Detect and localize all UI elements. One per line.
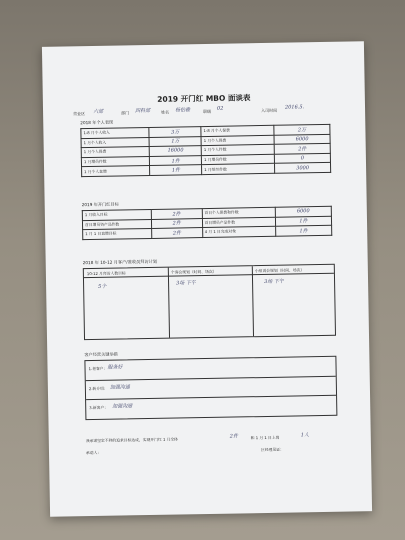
date-label: 入司时间 bbox=[261, 107, 278, 114]
row-label: 首日增员产品件数 bbox=[202, 217, 276, 228]
row-label: 1 月 1 日直增目标 bbox=[83, 229, 152, 240]
row-value: 3万 bbox=[149, 127, 201, 137]
visit-plan-box bbox=[83, 264, 336, 340]
row-value: 2件 bbox=[151, 218, 202, 228]
rank-value: 02 bbox=[216, 105, 224, 112]
row-value: 1件 bbox=[150, 155, 202, 165]
row-value: 2件 bbox=[151, 228, 202, 238]
row-value: 16000 bbox=[150, 146, 202, 156]
column-divider bbox=[252, 266, 254, 336]
row-value: 6000 bbox=[274, 134, 330, 145]
row-value: 6000 bbox=[275, 206, 331, 217]
referral-label: 2.转介绍： bbox=[88, 385, 108, 392]
visit-target-header: 10-12 月拜访人数目标 bbox=[86, 269, 126, 276]
row-value: 0 bbox=[274, 153, 330, 164]
row-label: 1 月组织件数 bbox=[202, 164, 275, 175]
new-customer-value: 加强沟通 bbox=[112, 403, 133, 410]
row-label: 1 月个人保费 bbox=[81, 147, 150, 158]
row-divider bbox=[86, 395, 336, 400]
row-label: 1 月收入目标 bbox=[82, 209, 151, 220]
section4-title: 客户经营关键举措 bbox=[84, 351, 118, 358]
column-divider bbox=[168, 268, 170, 338]
team-label: 部门 bbox=[121, 110, 130, 116]
customer-meeting-value: 3场 下午 bbox=[176, 280, 196, 287]
section3-title: 2018 年 10-12 月客户/准收员拜访计划 bbox=[82, 258, 158, 266]
manager-witness-label: 区经理见证： bbox=[260, 446, 284, 453]
row-value: 1件 bbox=[275, 216, 331, 227]
row-value: 2万 bbox=[274, 124, 330, 135]
visit-target-value: 5个 bbox=[98, 283, 107, 290]
name-value: 杨怡雅 bbox=[175, 107, 191, 114]
group-meeting-header: 小组说会规划（时间、场次） bbox=[254, 266, 305, 273]
pledge-mid-text: 和 1 月 1 日上岗 bbox=[250, 434, 280, 441]
dept-label: 营业区 bbox=[73, 111, 86, 117]
pledge-value-2: 1人 bbox=[300, 432, 309, 439]
form-title: 2019 开门红 MBO 面谈表 bbox=[157, 93, 251, 104]
section1-title: 2018 年个人表现 bbox=[80, 119, 114, 126]
rank-label: 职级 bbox=[203, 108, 212, 115]
new-customer-label: 3.新客户： bbox=[89, 404, 109, 411]
row-value: 1万 bbox=[149, 136, 201, 146]
section2-title: 2019 年开门红目标 bbox=[81, 201, 119, 208]
row-label: 1 月增员件数 bbox=[201, 154, 274, 165]
row-value: 3000 bbox=[275, 163, 331, 174]
row-value: 2件 bbox=[151, 209, 202, 219]
pledge-text: 我承诺坚定不移的追求目标达成，实现开门红 1 月全体 bbox=[85, 436, 179, 444]
team-value: 四科部 bbox=[135, 107, 151, 115]
name-label: 姓名 bbox=[161, 109, 170, 115]
row-label: 1-8 月个人保费 bbox=[201, 125, 274, 136]
date-value: 2016.5. bbox=[284, 104, 305, 111]
row-label: 4 月 1 日完成对象 bbox=[202, 226, 276, 237]
row-divider bbox=[86, 376, 336, 381]
row-label: 首日个人保费和件数 bbox=[202, 207, 276, 218]
personal-performance-table bbox=[80, 124, 331, 177]
row-label: 1 月增员件数 bbox=[81, 156, 150, 167]
row-value: 2件 bbox=[274, 144, 330, 155]
row-label: 1 月个人直增 bbox=[82, 166, 151, 177]
opening-goal-table bbox=[82, 206, 332, 240]
pledge-value-1: 2件 bbox=[229, 433, 238, 440]
dept-value: 六部 bbox=[93, 108, 104, 115]
row-label: 首日增员资产品件数 bbox=[82, 219, 151, 230]
row-label: 1 月个人收入 bbox=[81, 137, 150, 148]
group-meeting-value: 3场 下午 bbox=[264, 278, 284, 286]
mbo-interview-form bbox=[42, 41, 372, 517]
old-customer-value: 服务好 bbox=[107, 364, 123, 371]
row-label: 1-8 月个人收入 bbox=[81, 127, 150, 138]
signer-label: 承诺人： bbox=[85, 449, 102, 456]
customer-meeting-header: 个客会规划（时间、场次） bbox=[170, 268, 217, 275]
row-value: 1件 bbox=[276, 226, 332, 237]
row-value: 1件 bbox=[150, 165, 202, 175]
row-label: 1 月个人保费 bbox=[201, 135, 274, 146]
row-label: 1 月个人件数 bbox=[201, 144, 274, 155]
key-measures-box bbox=[84, 356, 337, 420]
old-customer-label: 1.老客户： bbox=[88, 365, 108, 372]
referral-value: 加强沟通 bbox=[109, 384, 130, 391]
